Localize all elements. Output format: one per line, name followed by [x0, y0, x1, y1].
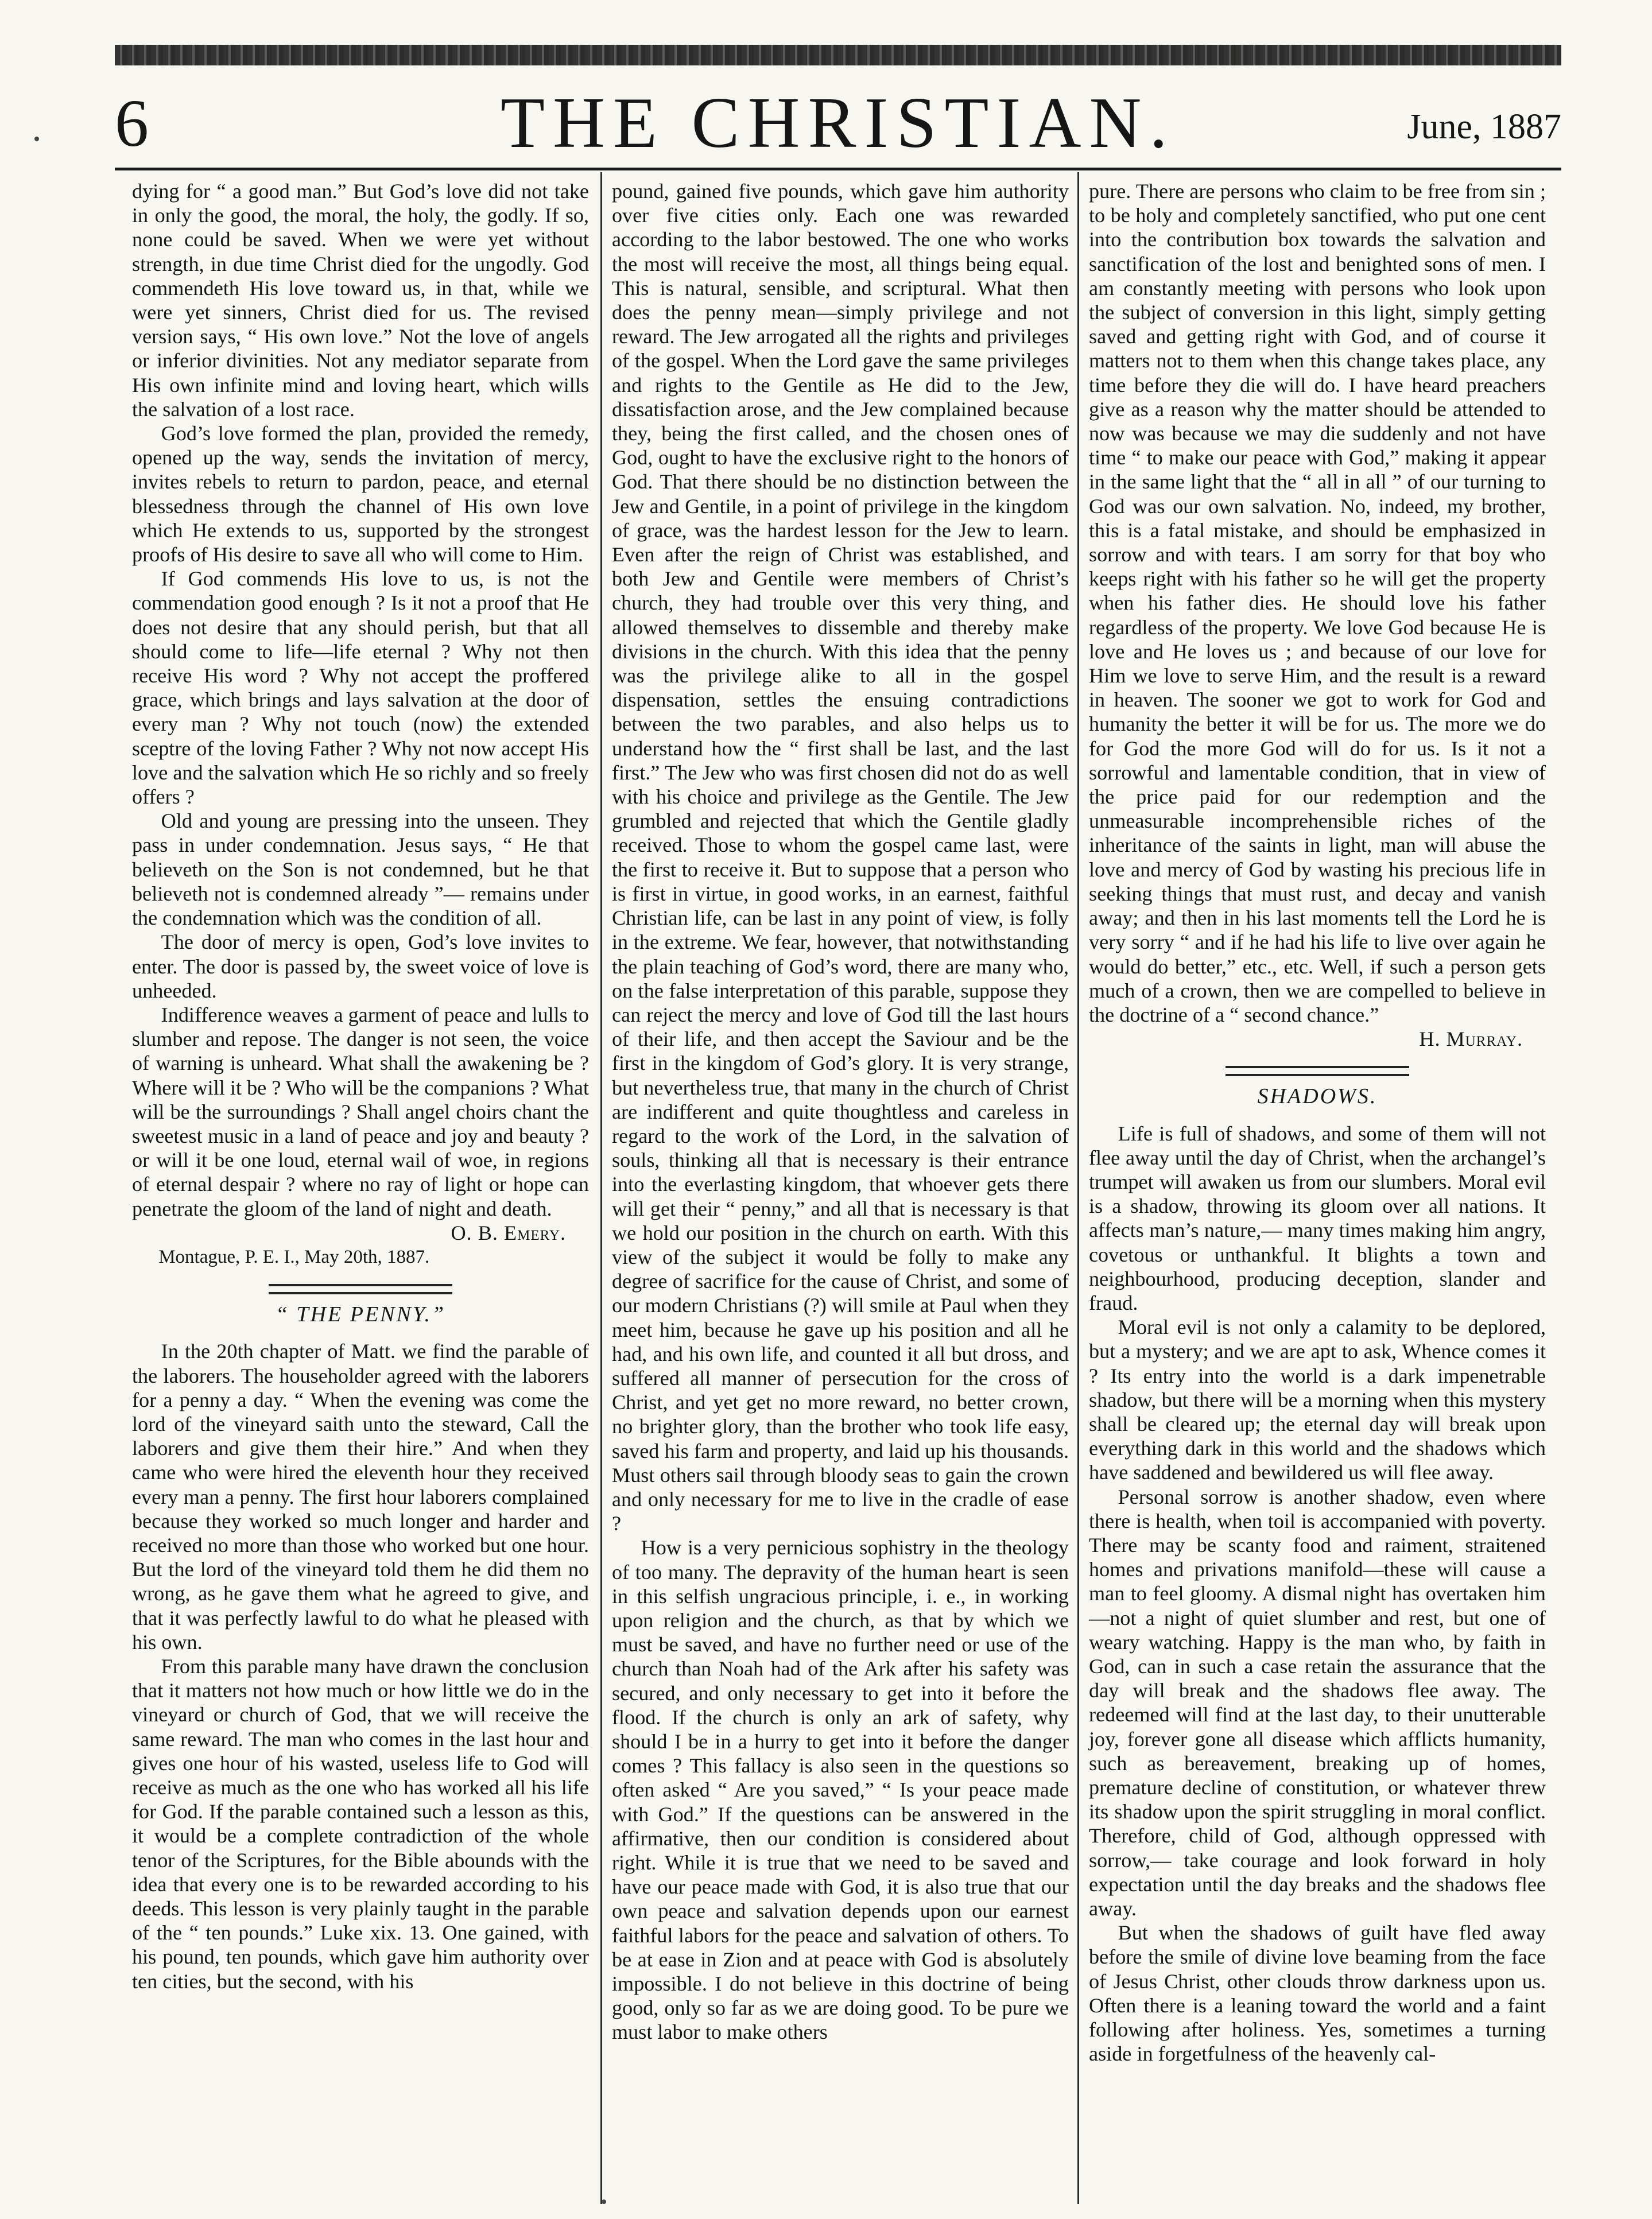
decorative-top-rule — [115, 45, 1561, 65]
header-rule — [115, 168, 1561, 170]
page-number: 6 — [115, 86, 149, 161]
paragraph: God’s love formed the plan, provided the remedy, opened up the way, sends the invitation of mercy, invites rebels to return to pardon, peace, and eternal blessedness through the channel of His own love which He extends to us, supported by the strongest proofs of His desire to save all who will come to Him. — [132, 422, 589, 567]
paragraph: From this parable many have drawn the conclusion that it matters not how much or how little we do in the vineyard or church of God, that we will receive the same reward. The man who comes in the last hour and gives one hour of his wasted, useless life to God will receive as much as the one who has worked all his life for God. If the parable contained such a lesson as this, it would be a complete contradiction of the whole tenor of the Scriptures, for the Bible abounds with the idea that every one is to be rewarded according to his deeds. This lesson is very plainly taught in the parable of the “ ten pounds.” Luke xix. 13. One gained, with his pound, ten pounds, which gave him authority over ten cities, but the second, with his — [132, 1654, 589, 1993]
article-title-shadows: SHADOWS. — [1257, 1084, 1378, 1109]
paragraph: pure. There are persons who claim to be free from sin ; to be holy and completely sanctified, who put one cent into the contribution box towards the salvation and sanctification of the lost and benighted sons of men. I am constantly meeting with persons who look upon the subject of conversion in this light, simply getting saved and getting right with God, and of course it matters not to them when this change takes place, any time before they die will do. I have heard preachers give as a reason why the matter should be attended to now was because we may die suddenly and not have time “ to make our peace with God,” making it appear in the same light that the “ all in all ” of our turning to God was our own salvation. No, indeed, my brother, this is a fatal mistake, and should be emphasized in sorrow and with tears. I am sorry for that boy who keeps right with his father so he will get the property when his father dies. He should love his father regardless of the property. We love God because He is love and He loves us ; and because of our love for Him we love to serve Him, and the result is a reward in heaven. The sooner we got to work for God and humanity the better it will be for us. The more we do for God the more God will do for us. Is it not a sorrowful and lamentable condition, that in view of the price paid for our redemption and the unmeasurable incomprehensible riches of the inheritance of the saints in light, man will abuse the love and mercy of God by wasting his precious life in seeking things that must rust, and decay and vanish away; and then in his last moments tell the Lord he is very sorry “ and if he had his life to live over again he would do better,” etc., etc. Well, if such a person gets much of a crown, then we are compelled to believe in the doctrine of a “ second chance.” — [1089, 180, 1546, 1026]
paragraph: dying for “ a good man.” But God’s love did not take in only the good, the moral, the holy, the godly. If so, none could be saved. When we were yet without strength, in due time Christ died for the ungodly. God commendeth His love toward us, in that, while we were yet sinners, Christ died for us. The revised version says, “ His own love.” Not the love of angels or inferior divinities. Not any mediator separate from His own infinite mind and loving heart, which wills the salvation of a lost race. — [132, 180, 589, 421]
paragraph: But when the shadows of guilt have fled away before the smile of divine love beaming from the face of Jesus Christ, other clouds throw darkness upon us. Often there is a leaning toward the world and a faint following after holiness. Yes, sometimes a turning aside in forgetfulness of the heavenly cal- — [1089, 1921, 1546, 2066]
paragraph: Old and young are pressing into the unseen. They pass in under condemnation. Jesus says, “ He that believeth on the Son is not condemned, but he that believeth not is condemned already ”— remains under the condemnation which was the condition of all. — [132, 809, 589, 930]
column-1 — [132, 179, 589, 1993]
issue-date: June, 1887 — [1407, 107, 1561, 146]
article-emery-body — [132, 179, 589, 1221]
column-2 — [612, 179, 1069, 2045]
author-signature: H. Murray. — [1419, 1027, 1523, 1051]
dateline: Montague, P. E. I., May 20th, 1887. — [158, 1246, 430, 1267]
paragraph: How is a very pernicious sophistry in the theology of too many. The depravity of the human heart is seen in this selfish ungracious principle, i. e., in working upon religion and the church, as that by which we must be saved, and have no further need or use of the church than Noah had of the Ark after his safety was secured, and only necessary to get into it before the flood. If the church is only an ark of safety, why should I be in a hurry to get into it before the danger comes ? This fallacy is also seen in the questions so often asked “ Are you saved,” “ Is your peace made with God.” If the questions can be answered in the affirmative, then our condition is considered about right. While it is true that we need to be saved and have our peace made with God, it is also true that our own peace and salvation depends upon our earnest faithful labors for the peace and salvation of others. To be at ease in Zion and at peace with God is absolutely impossible. I do not believe in this doctrine of being good, only so far as we are doing good. To be pure we must labor to make others — [612, 1536, 1069, 2044]
masthead — [115, 80, 1561, 172]
paragraph: Personal sorrow is another shadow, even where there is health, when toil is accompanied with poverty. There may be scanty food and raiment, straitened homes and privations manifold—these will cause a man to feel gloomy. A dismal night has overtaken him—not a night of quiet slumber and rest, but one of weary watching. Happy is the man who, by faith in God, can in such a case retain the assurance that the day will break and the shadows flee away. The redeemed will find at the last day, to their unutterable joy, forever gone all disease which afflicts humanity, such as bereavement, breaking up of homes, premature decline of constitution, or whatever threw its shadow upon the spirit struggling in moral conflict. Therefore, child of God, although oppressed with sorrow,— take courage and look forward in holy expectation until the day breaks and the shadows flee away. — [1089, 1485, 1546, 1921]
article-penny-body — [132, 1339, 589, 1993]
article-shadows-body — [1089, 1122, 1546, 2066]
paragraph: Moral evil is not only a calamity to be deplored, but a mystery; and we are apt to ask, Whence comes it ? Its entry into the world is a dark impenetrable shadow, but there will be a morning when this mystery shall be cleared up; the eternal day will break upon everything dark in this world and the shadows which have saddened and bewildered us will flee away. — [1089, 1316, 1546, 1484]
column-divider — [1077, 172, 1079, 2204]
newspaper-title: THE CHRISTIAN. — [501, 83, 1176, 163]
section-divider — [269, 1284, 452, 1294]
column-3 — [1089, 179, 1546, 2066]
section-divider — [1226, 1066, 1409, 1076]
paragraph: If God commends His love to us, is not the commendation good enough ? Is it not a proof that He does not desire that any should perish, but that all should come to life—life eternal ? Why not then receive His word ? Why not accept the proffered grace, which brings and lays salvation at the door of every man ? Why not touch (now) the extended sceptre of the loving Father ? Why not now accept His love and the salvation which He so richly and so freely offers ? — [132, 567, 589, 809]
paragraph: Indifference weaves a garment of peace and lulls to slumber and repose. The danger is not seen, the voice of warning is unheard. What shall the awakening be ? Where will it be ? Who will be the companions ? What will be the surroundings ? Shall angel choirs chant the sweetest music in a land of peace and joy and beauty ? or will it be one loud, eternal wail of woe, in regions of eternal despair ? where no ray of light or hope can penetrate the gloom of the land of night and death. — [132, 1003, 589, 1220]
paragraph: In the 20th chapter of Matt. we find the parable of the laborers. The householder agreed with the laborers for a penny a day. “ When the evening was come the lord of the vineyard saith unto the steward, Call the laborers and give them their hire.” And when they came who were hired the eleventh hour they received every man a penny. The first hour laborers complained because they worked so much longer and harder and received no more than those who worked but one hour. But the lord of the vineyard told them he did them no wrong, as he gave them what he agreed to give, and that it was perfectly lawful to do what he pleased with his own. — [132, 1340, 589, 1654]
paragraph: pound, gained five pounds, which gave him authority over five cities only. Each one was rewarded according to the labor bestowed. The one who works the most will receive the most, all things being equal. This is natural, sensible, and scriptural. What then does the penny mean—simply privilege and not reward. The Jew arrogated all the rights and privileges of the gospel. When the Lord gave the same privileges and rights to the Gentile as He did to the Jew, dissatisfaction arose, and the Jew complained because they, being the first called, and the chosen ones of God, ought to have the exclusive right to the honors of God. That there should be no distinction between the Jew and Gentile, in a point of privilege in the kingdom of grace, was the hardest lesson for the Jew to learn. Even after the reign of Christ was established, and both Jew and Gentile were members of Christ’s church, they had trouble over this very thing, and allowed themselves to dissemble and thereby make divisions in the church. With this idea that the penny was the privilege alike to all in the gospel dispensation, settles the ensuing contradictions between the two parables, and also helps us to understand how the “ first shall be last, and the last first.” The Jew who was first chosen did not do as well with his choice and privilege as the Gentile. The Jew grumbled and rejected that which the Gentile gladly received. Those to whom the gospel came last, were the first to receive it. But to suppose that a person who is first in virtue, in good works, in an earnest, faithful Christian life, can be last in any point of view, is folly in the extreme. We fear, however, that notwithstanding the plain teaching of God’s word, there are many who, on the false interpretation of this parable, suppose they can reject the mercy and love of God till the last hours of their life, and then accept the Saviour and be the first in the kingdom of God’s glory. It is very strange, but nevertheless true, that many in the church of Christ are indifferent and quite thoughtless and careless in regard to the work of the Lord, in the salvation of souls, thinking all that is necessary is their entrance into the everlasting kingdom, that whoever gets there will get their “ penny,” and all that is necessary is that we hold our position in the church on earth. With this view of the subject it would be folly to make any degree of sacrifice for the cause of Christ, and some of our modern Christians (?) will smile at Paul when they meet him, because he gave up his position and all he had, and his own life, and counted it all but dross, and suffered all manner of persecution for the cross of Christ, and yet get no more reward, no better crown, no brighter glory, than the brother who took life easy, saved his farm and property, and laid up his thousands. Must others sail through bloody seas to gain the crown and only necessary for me to live in the cradle of ease ? — [612, 180, 1069, 1535]
article-title-penny: “ THE PENNY.” — [275, 1302, 446, 1327]
author-signature: O. B. Emery. — [451, 1221, 566, 1244]
ink-speck — [602, 2199, 606, 2204]
ink-speck — [34, 137, 39, 141]
paragraph: The door of mercy is open, God’s love invites to enter. The door is passed by, the sweet voice of love is unheeded. — [132, 930, 589, 1002]
paragraph: Life is full of shadows, and some of them will not flee away until the day of Christ, when the archangel’s trumpet will awaken us from our slumbers. Moral evil is a shadow, throwing its gloom over all nations. It affects man’s nature,— many times making him angry, covetous or unthankful. It blights a town and neighbourhood, producing deception, slander and fraud. — [1089, 1122, 1546, 1314]
column-divider — [600, 172, 602, 2204]
